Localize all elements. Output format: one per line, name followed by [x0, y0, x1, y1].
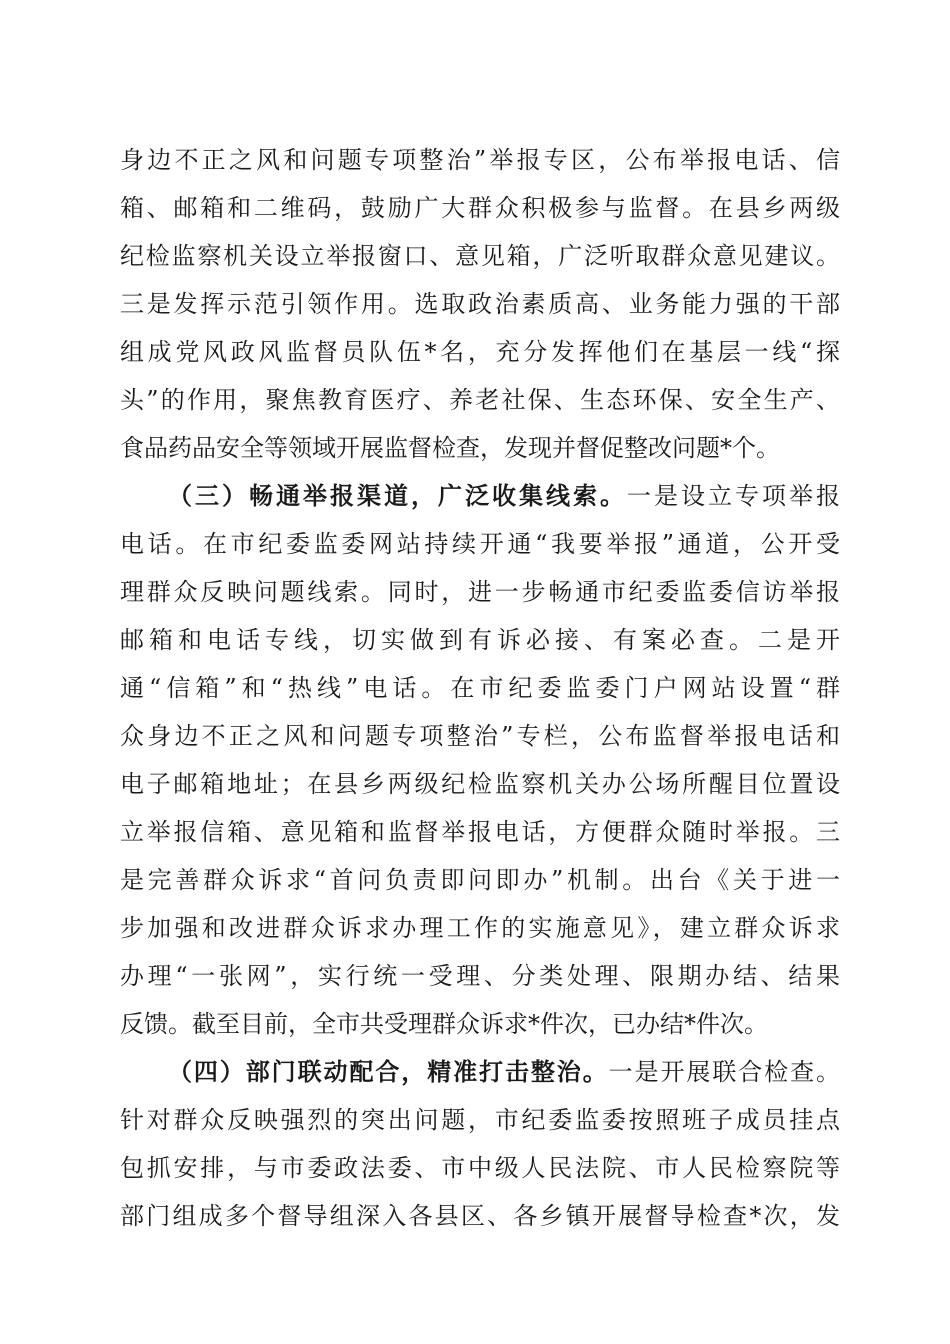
- first-line-text: 一是设立专项举报: [627, 482, 840, 510]
- text-line: 是完善群众诉求“首问负责即问即办”机制。出台《关于进一: [120, 866, 840, 894]
- section-heading: （四）部门联动配合，精准打击整治。: [168, 1057, 609, 1086]
- paragraph-first-line: [168, 1048, 840, 1096]
- text-line: 立举报信箱、意见箱和监督举报电话，方便群众随时举报。三: [120, 818, 840, 846]
- first-line-text: 一是开展联合检查。: [608, 1058, 840, 1086]
- text-line: 理群众反映问题线索。同时，进一步畅通市纪委监委信访举报: [120, 578, 840, 606]
- text-line: 食品药品安全等领域开展监督检查，发现并督促整改问题*个。: [120, 434, 780, 462]
- text-line: 纪检监察机关设立举报窗口、意见箱，广泛听取群众意见建议。: [120, 242, 840, 270]
- text-line: 组成党风政风监督员队伍*名，充分发挥他们在基层一线“探: [120, 338, 840, 366]
- text-line: 邮箱和电话专线，切实做到有诉必接、有案必查。二是开: [120, 626, 840, 654]
- text-line: 三是发挥示范引领作用。选取政治素质高、业务能力强的干部: [120, 290, 840, 318]
- text-line: 通“信箱”和“热线”电话。在市纪委监委门户网站设置“群: [120, 674, 840, 702]
- text-line: 头”的作用，聚焦教育医疗、养老社保、生态环保、安全生产、: [120, 386, 840, 414]
- text-line: 办理“一张网”，实行统一受理、分类处理、限期办结、结果: [120, 962, 840, 990]
- text-line: 箱、邮箱和二维码，鼓励广大群众积极参与监督。在县乡两级: [120, 194, 840, 222]
- text-line: 反馈。截至目前，全市共受理群众诉求*件次，已办结*件次。: [120, 1010, 768, 1038]
- text-line: 众身边不正之风和问题专项整治”专栏，公布监督举报电话和: [120, 722, 840, 750]
- text-line: 电子邮箱地址；在县乡两级纪检监察机关办公场所醒目位置设: [120, 770, 840, 798]
- paragraph-first-line: [168, 472, 840, 520]
- text-line: 身边不正之风和问题专项整治”举报专区，公布举报电话、信: [120, 146, 840, 174]
- text-line: 步加强和改进群众诉求办理工作的实施意见》，建立群众诉求: [120, 914, 840, 942]
- text-line: 包抓安排，与市委政法委、市中级人民法院、市人民检察院等: [120, 1154, 840, 1182]
- text-line: 部门组成多个督导组深入各县区、各乡镇开展督导检查*次，发: [120, 1202, 840, 1230]
- text-line: 针对群众反映强烈的突出问题，市纪委监委按照班子成员挂点: [120, 1106, 840, 1134]
- text-line: 电话。在市纪委监委网站持续开通“我要举报”通道，公开受: [120, 530, 840, 558]
- section-heading: （三）畅通举报渠道，广泛收集线索。: [168, 481, 627, 510]
